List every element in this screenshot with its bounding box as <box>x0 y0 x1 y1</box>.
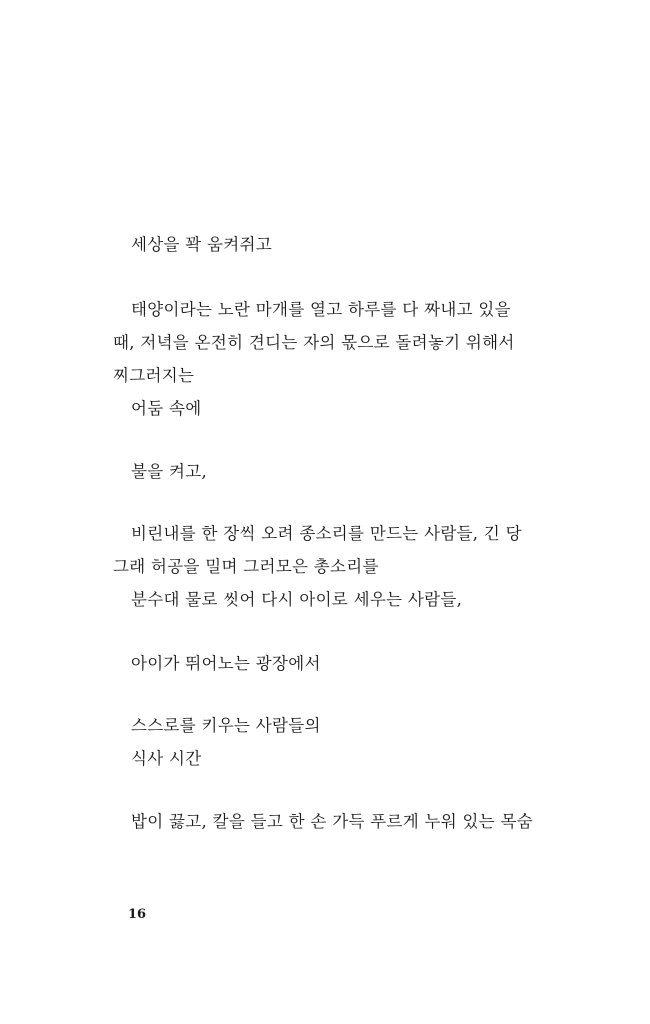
poem-line: 태양이라는 노란 마개를 열고 하루를 다 짜내고 있을 <box>131 300 511 319</box>
poem-line: 식사 시간 <box>131 749 202 768</box>
poem-line: 밥이 끓고, 칼을 들고 한 손 가득 푸르게 누워 있는 목숨 <box>131 812 534 831</box>
poem-line: 찌그러지는 <box>113 366 195 385</box>
poem-line: 어둠 속에 <box>131 399 202 418</box>
poem-line: 아이가 뛰어노는 광장에서 <box>131 654 321 673</box>
poem-line: 분수대 물로 씻어 다시 아이로 세우는 사람들, <box>131 590 463 609</box>
page-number: 16 <box>128 907 147 922</box>
poem-line: 불을 켜고, <box>131 462 208 481</box>
poem-line: 그래 허공을 밀며 그러모은 총소리를 <box>113 557 379 576</box>
poem-line: 세상을 꽉 움켜쥐고 <box>131 235 273 254</box>
poem-line: 비린내를 한 장씩 오려 종소리를 만드는 사람들, 긴 당 <box>131 524 522 543</box>
poem-line: 스스로를 키우는 사람들의 <box>131 716 321 735</box>
poem-line: 때, 저녁을 온전히 견디는 자의 몫으로 돌려놓기 위해서 <box>113 333 515 352</box>
